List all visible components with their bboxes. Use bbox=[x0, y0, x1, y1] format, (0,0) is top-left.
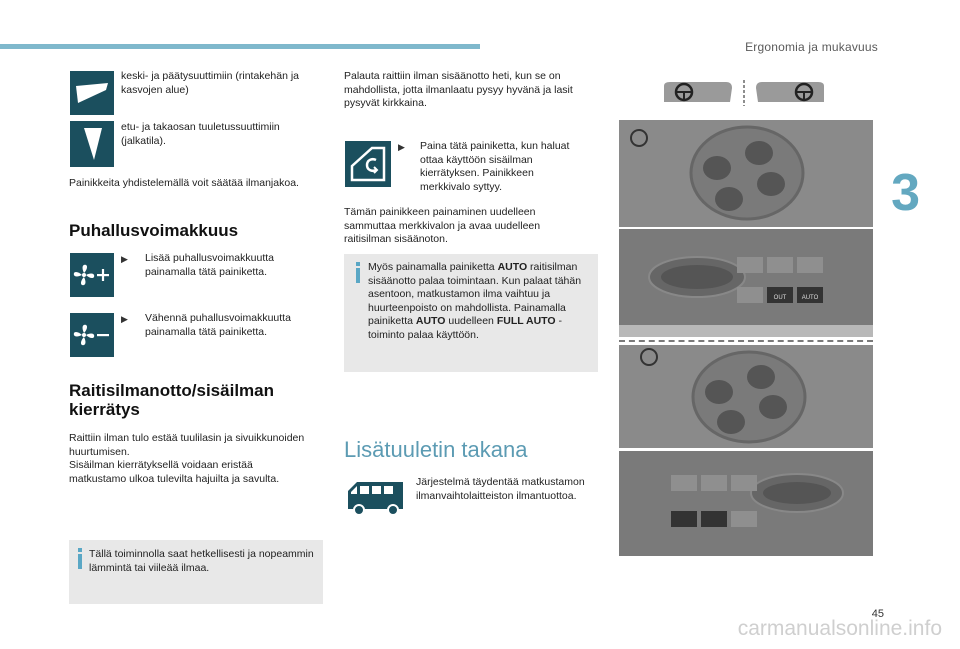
airflow-lower-icon bbox=[70, 121, 114, 167]
blower-up-text: Lisää puhallusvoimakkuutta painamalla tätä painiketta. bbox=[145, 252, 274, 278]
note-box-left bbox=[69, 540, 323, 604]
heading-blower: Puhallusvoimakkuus bbox=[69, 221, 239, 240]
recirculation-text-2: Sisäilman kierrätyksellä voidaan eristää matkustamo ulkoa tulevilta hajuilta ja savulta. bbox=[69, 459, 280, 485]
airflow-upper-icon bbox=[70, 71, 114, 115]
fan-minus-icon bbox=[70, 313, 114, 357]
control-panel-illustration-1 bbox=[619, 229, 873, 337]
heading-recirculation: Raitisilmanotto/sisäilman kierrätys bbox=[69, 381, 274, 419]
bullet-icon: ▶ bbox=[121, 314, 128, 324]
vehicle-config-diagram bbox=[660, 78, 830, 108]
intro-text: Palauta raittiin ilman sisäänotto heti, kun se on mahdollista, jotta ilmanlaatu pysyy hyvänä ja lasit pysyvät kirkkaina. bbox=[344, 70, 573, 109]
note-text-middle: Myös painamalla painiketta AUTO raitisilman sisäänotto palaa toimintaan. Kun palaat tähän asentoon, matkustamon ilma vaihtuu ja huurteenpoisto on mahdollista. Painamalla painiketta AUTO uudelleen FULL AUTO -toiminto palaa käyttöön. bbox=[368, 261, 582, 341]
airflow-upper-text: keski- ja päätysuuttimiin (rintakehän ja kasvojen alue) bbox=[121, 70, 299, 96]
page-number: 45 bbox=[871, 608, 884, 620]
recirculation-icon bbox=[345, 141, 391, 187]
info-icon bbox=[355, 262, 361, 284]
blower-down-text: Vähennä puhallusvoimakkuutta painamalla tätä painiketta. bbox=[145, 312, 291, 338]
out-label: OUT bbox=[773, 295, 787, 301]
rear-fan-text: Järjestelmä täydentää matkustamon ilmanvaihtolaitteiston ilmantuottoa. bbox=[416, 476, 585, 502]
divider-dashed bbox=[619, 340, 873, 344]
top-accent-bar bbox=[0, 44, 480, 49]
note-box-middle bbox=[344, 254, 598, 372]
van-icon bbox=[345, 475, 407, 517]
rear-vent-illustration-2 bbox=[619, 345, 873, 448]
watermark: carmanualsonline.info bbox=[737, 617, 942, 640]
airflow-lower-text: etu- ja takaosan tuuletussuuttimiin (jalkatila). bbox=[121, 121, 280, 147]
bullet-icon: ▶ bbox=[398, 142, 405, 152]
auto-label: AUTO bbox=[801, 295, 819, 301]
press-again-text: Tämän painikkeen painaminen uudelleen sammuttaa merkkivalon ja avaa uudelleen raitisilman sisäänoton. bbox=[344, 206, 541, 245]
control-panel-illustration-2 bbox=[619, 451, 873, 556]
combine-text: Painikkeita yhdistelemällä voit säätää ilmanjakoa. bbox=[69, 177, 299, 189]
bullet-icon: ▶ bbox=[121, 254, 128, 264]
info-icon bbox=[77, 548, 83, 570]
heading-rear-fan: Lisätuuletin takana bbox=[344, 437, 528, 462]
press-recirc-text: Paina tätä painiketta, kun haluat ottaa käyttöön sisäilman kierrätyksen. Painikkeen merkkivalo syttyy. bbox=[420, 140, 570, 193]
recirculation-text-1: Raittiin ilman tulo estää tuulilasin ja sivuikkunoiden huurtumisen. bbox=[69, 432, 305, 458]
chapter-number: 3 bbox=[891, 164, 920, 222]
rear-vent-illustration-1 bbox=[619, 120, 873, 227]
section-title: Ergonomia ja mukavuus bbox=[745, 40, 878, 54]
note-text-left: Tällä toiminnolla saat hetkellisesti ja nopeammin lämmintä tai viileää ilmaa. bbox=[89, 548, 314, 574]
fan-plus-icon bbox=[70, 253, 114, 297]
